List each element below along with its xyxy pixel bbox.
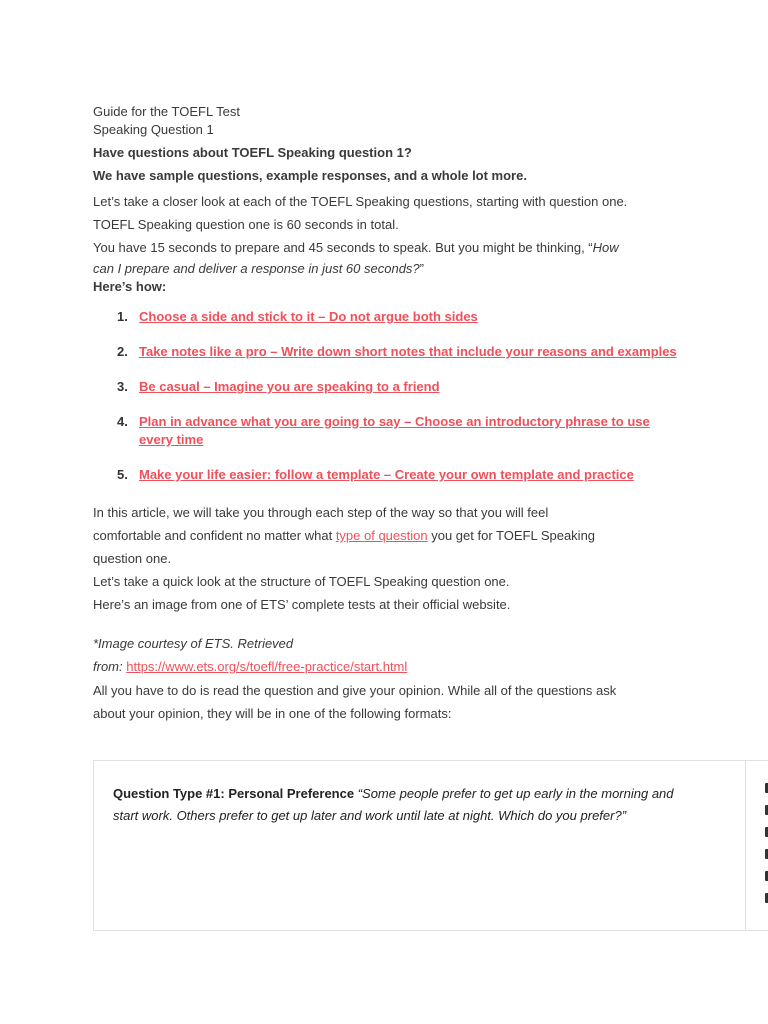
intro-line-3 bbox=[93, 236, 768, 259]
document-subtitle: Speaking Question 1 bbox=[93, 122, 214, 137]
article-line-3: question one. bbox=[93, 551, 172, 566]
structure-line: Let’s take a quick look at the structure of TOEFL Speaking question one. bbox=[93, 574, 510, 589]
list-item bbox=[93, 466, 768, 484]
list-item bbox=[93, 343, 768, 361]
question-type-cell-clipped bbox=[746, 761, 768, 931]
ets-url-link[interactable]: https://www.ets.org/s/toefl/free-practice/start.html bbox=[126, 659, 408, 674]
list-item-number: 4. bbox=[117, 414, 128, 429]
list-item-link[interactable]: Choose a side and stick to it – Do not argue both sides bbox=[139, 309, 478, 324]
tips-list bbox=[93, 308, 768, 484]
list-item bbox=[93, 378, 768, 396]
intro-line-3-text: You have 15 seconds to prepare and 45 seconds to speak. But you might be thinking, “ bbox=[93, 240, 593, 255]
image-credit bbox=[93, 634, 768, 677]
intro-line-3-italic: How bbox=[592, 240, 619, 255]
image-line: Here’s an image from one of ETS’ complete tests at their official website. bbox=[93, 597, 511, 612]
list-item-number: 1. bbox=[117, 309, 128, 324]
article-line-1: In this article, we will take you through each step of the way so that you will feel bbox=[93, 505, 549, 520]
document-title: Guide for the TOEFL Test bbox=[93, 104, 240, 119]
list-item-link[interactable]: Take notes like a pro – Write down short notes that include your reasons and examples bbox=[139, 344, 677, 359]
list-item bbox=[93, 308, 768, 326]
question-type-cell bbox=[94, 761, 746, 930]
headline-samples: We have sample questions, example responses, and a whole lot more. bbox=[93, 168, 527, 183]
formats-line-2: about your opinion, they will be in one of the following formats: bbox=[93, 706, 452, 721]
image-credit-source bbox=[93, 657, 768, 677]
intro-line-4-close-quote: ” bbox=[419, 261, 424, 276]
type-of-question-link[interactable]: type of question bbox=[335, 528, 428, 543]
question-type-quote-a: “Some people prefer to get up early in the morning and bbox=[357, 786, 674, 801]
intro-line-1: Let’s take a closer look at each of the TOEFL Speaking questions, starting with question one. bbox=[93, 194, 628, 209]
list-item-number: 3. bbox=[117, 379, 128, 394]
article-line-2 bbox=[93, 524, 768, 547]
list-item-number: 2. bbox=[117, 344, 128, 359]
image-credit-from: from: bbox=[93, 659, 127, 674]
heres-how-heading: Here’s how: bbox=[93, 279, 167, 294]
list-item-link[interactable]: Make your life easier: follow a template – Create your own template and practice bbox=[139, 467, 634, 482]
list-item-number: 5. bbox=[117, 467, 128, 482]
article-line-2-start: comfortable and confident no matter what bbox=[93, 528, 336, 543]
question-type-label: Question Type #1: Personal Preference bbox=[113, 786, 355, 801]
intro-line-4-italic: can I prepare and deliver a response in just 60 seconds? bbox=[93, 261, 420, 276]
article-line-2-end: you get for TOEFL Speaking bbox=[427, 528, 596, 543]
formats-line-1: All you have to do is read the question and give your opinion. While all of the questions ask bbox=[93, 683, 617, 698]
intro-paragraph bbox=[93, 190, 768, 279]
article-paragraph bbox=[93, 501, 768, 616]
question-type-quote-b: start work. Others prefer to get up later and work until late at night. Which do you prefer?” bbox=[113, 808, 627, 823]
document-page bbox=[93, 103, 768, 725]
intro-line-2: TOEFL Speaking question one is 60 seconds in total. bbox=[93, 217, 399, 232]
headline-questions: Have questions about TOEFL Speaking question 1? bbox=[93, 145, 412, 160]
list-item-link[interactable]: Plan in advance what you are going to say – Choose an introductory phrase to use every time bbox=[139, 414, 650, 447]
intro-line-4 bbox=[93, 259, 768, 279]
question-types-table bbox=[93, 760, 768, 931]
formats-paragraph bbox=[93, 679, 768, 725]
list-item bbox=[93, 413, 768, 449]
list-item-link[interactable]: Be casual – Imagine you are speaking to a friend bbox=[139, 379, 440, 394]
image-credit-line: *Image courtesy of ETS. Retrieved bbox=[93, 636, 294, 651]
